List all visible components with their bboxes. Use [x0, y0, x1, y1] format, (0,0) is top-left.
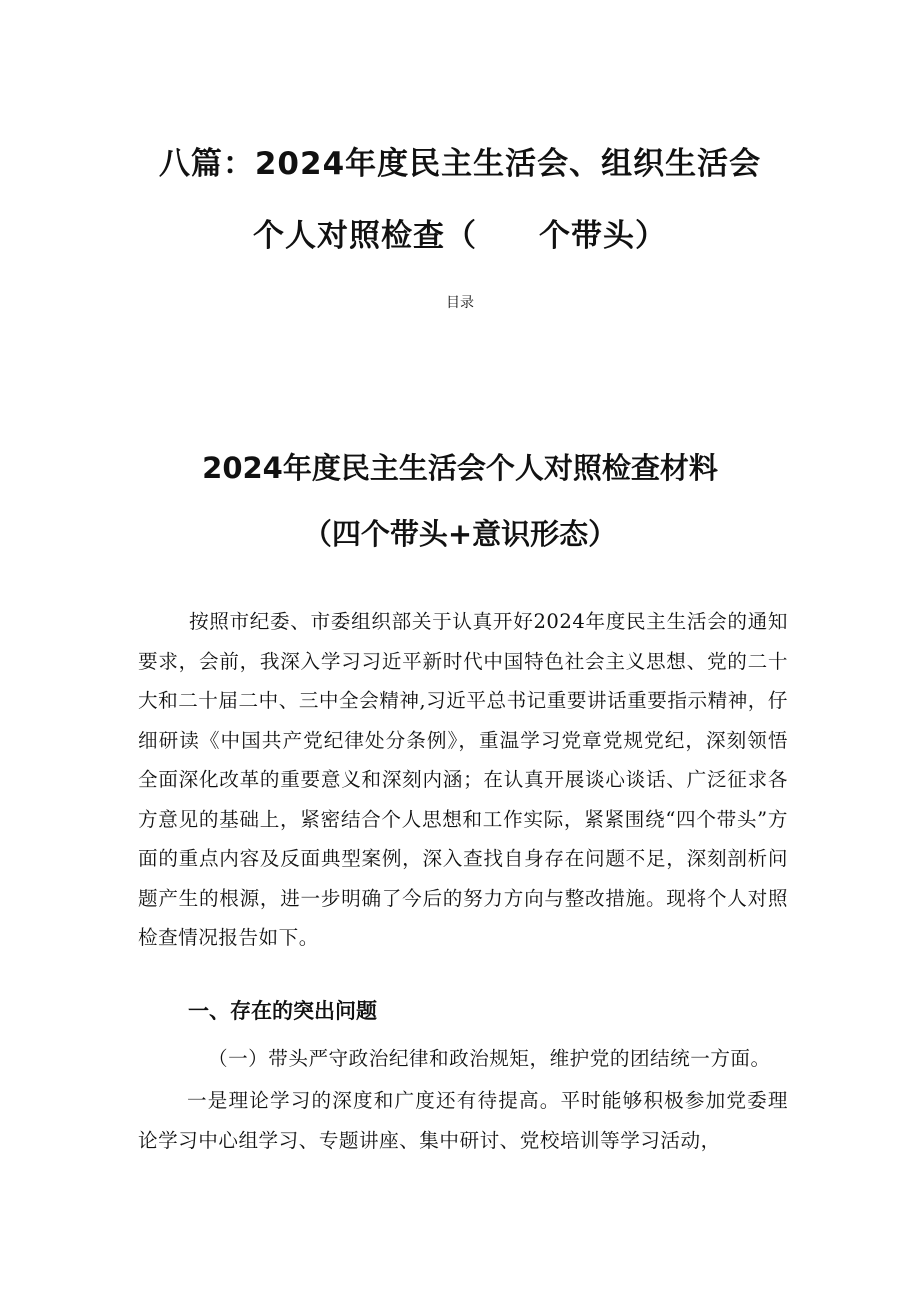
material-title-line1: 2024年度民主生活会个人对照检查材料 — [202, 451, 718, 485]
material-title-line2: （四个带头+意识形态） — [302, 517, 618, 551]
document-title-line2 — [0, 210, 920, 255]
body-paragraph: 一是理论学习的深度和广度还有待提高。平时能够积极参加党委理论学习中心组学习、专题讲座、集中研讨、党校培训等学习活动， — [138, 1089, 788, 1152]
title-line2-part1: 个人对照检查（ — [253, 218, 477, 254]
document-title-line1: 八篇：2024年度民主生活会、组织生活会 — [158, 146, 762, 182]
intro-paragraph: 按照市纪委、市委组织部关于认真开好2024年度民主生活会的通知要求，会前，我深入学习习近平新时代中国特色社会主义思想、党的二十大和二十届二中、三中全会精神,习近平总书记重要讲话重要指示精神，仔细研读《中国共产党纪律处分条例》，重温学习党章党规党纪，深刻领悟全面深化改革的重要意义和深刻内涵；在认真开展谈心谈话、广泛征求各方意见的基础上，紧密结合个人思想和工作实际，紧紧围绕“四个带头”方面的重点内容及反面典型案例，深入查找自身存在问题不足，深刻剖析问题产生的根源，进一步明确了今后的努力方向与整改措施。现将个人对照检查情况报告如下。 — [138, 610, 788, 949]
subsection-heading: （一）带头严守政治纪律和政治规矩，维护党的团结统一方面。 — [208, 1047, 771, 1070]
section-heading: 一、存在的突出问题 — [188, 999, 377, 1023]
table-of-contents-label: 目录 — [446, 295, 474, 311]
title-line2-part2: 个带头） — [539, 218, 667, 254]
